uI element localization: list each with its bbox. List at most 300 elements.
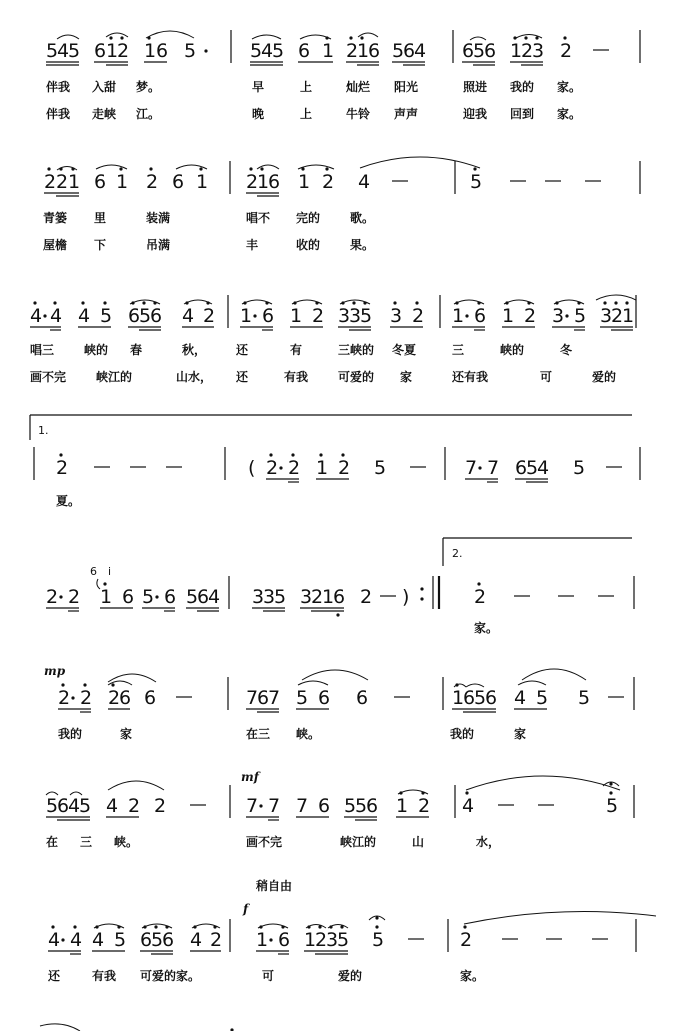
note: 5	[296, 687, 309, 709]
lyric: 爱的	[338, 969, 363, 983]
lyric: 还有我	[452, 370, 489, 384]
note: 3	[552, 305, 565, 327]
note: 6	[318, 795, 331, 817]
lyric: 早	[252, 80, 265, 94]
note: 5	[184, 40, 197, 62]
lyric: 三峡的	[338, 343, 375, 357]
note: 5	[374, 457, 387, 479]
dynamic-mf: mf	[241, 770, 259, 784]
slur	[108, 781, 164, 790]
note: 2	[460, 929, 473, 951]
slur	[252, 35, 281, 39]
lyric: 有我	[284, 370, 309, 384]
note: 5	[114, 929, 127, 951]
slur	[466, 776, 620, 790]
octave-dot	[349, 36, 352, 39]
note: 1	[322, 40, 335, 62]
note: 6	[164, 586, 177, 608]
slur	[40, 1024, 80, 1031]
note: 6	[278, 929, 291, 951]
lyric: 山水，	[176, 370, 213, 384]
octave-dot	[149, 167, 152, 170]
octave-dot	[341, 453, 344, 456]
lyric: 可	[262, 969, 275, 983]
note: 2	[58, 687, 71, 709]
octave-dot	[352, 301, 355, 304]
note: 2	[412, 305, 425, 327]
note: 3	[338, 305, 351, 327]
note: 1	[240, 305, 253, 327]
note: 5	[142, 586, 155, 608]
note: 4	[358, 171, 371, 193]
note: 2	[338, 457, 351, 479]
octave-dot	[609, 782, 612, 785]
note: 5	[151, 929, 164, 951]
note: 6	[156, 40, 169, 62]
lyric: 声声	[394, 107, 419, 121]
note: 5	[573, 457, 586, 479]
note: 6	[94, 171, 107, 193]
note: 7	[268, 687, 281, 709]
slur	[518, 681, 546, 685]
note: 2	[311, 586, 324, 608]
note: 4	[92, 929, 105, 951]
lyric: 秋，	[182, 343, 207, 357]
note: 2	[322, 171, 335, 193]
lyric: 回到	[510, 107, 535, 121]
note: 2	[315, 929, 328, 951]
lyric: 冬	[560, 343, 573, 357]
note: 5	[372, 929, 385, 951]
octave-dot	[393, 301, 396, 304]
note: 6	[150, 305, 163, 327]
lyric: 丰	[246, 238, 259, 252]
lyric-end-v2: 家。	[474, 621, 499, 635]
lyric: 屋檐	[43, 238, 68, 252]
note: 6	[128, 305, 141, 327]
lyric: 水，	[476, 835, 501, 849]
lyric: 伴我	[46, 107, 71, 121]
note: 2	[108, 687, 121, 709]
slur	[108, 674, 156, 682]
note: 3	[263, 586, 276, 608]
lyric: 完的	[296, 211, 321, 225]
note: 2	[80, 687, 93, 709]
note: 7	[268, 795, 281, 817]
note: 1	[316, 457, 329, 479]
lyric: 江。	[136, 107, 161, 121]
note: 6	[318, 687, 331, 709]
note: 3	[532, 40, 545, 62]
note: 1	[106, 40, 119, 62]
note: 5	[46, 40, 59, 62]
note: 5	[360, 305, 373, 327]
octave-dot	[279, 466, 282, 469]
octave-dot	[375, 916, 378, 919]
volta-1-label: 1.	[38, 424, 49, 437]
note: 7	[296, 795, 309, 817]
note: 1	[290, 305, 303, 327]
lyric: 唱不	[246, 211, 271, 225]
note: 4	[48, 929, 61, 951]
note: 6	[366, 795, 379, 817]
note: 5	[186, 586, 199, 608]
note: 2	[56, 457, 69, 479]
octave-dot	[103, 582, 106, 585]
octave-dot	[249, 167, 252, 170]
note: 4	[68, 795, 81, 817]
octave-dot	[360, 36, 363, 39]
lyric: 爱的	[592, 370, 617, 384]
note: 6	[172, 171, 185, 193]
octave-dot	[319, 453, 322, 456]
lyric: 走峡	[92, 107, 117, 121]
octave-dot	[415, 301, 418, 304]
note: 5	[574, 305, 587, 327]
lyric: 峡江的	[340, 835, 377, 849]
octave-dot	[259, 804, 262, 807]
lyric: 上	[300, 107, 313, 121]
octave-dot	[71, 696, 74, 699]
octave-dot	[524, 36, 527, 39]
note: 4	[57, 40, 70, 62]
note: 2	[346, 40, 359, 62]
note: 5	[337, 929, 350, 951]
lyric: 装满	[146, 211, 171, 225]
note: 7	[246, 687, 259, 709]
octave-dot	[83, 683, 86, 686]
lyric: 牛铃	[346, 107, 371, 121]
note: 6	[463, 687, 476, 709]
note: 1	[116, 171, 129, 193]
octave-dot	[465, 791, 468, 794]
lyric: 还	[236, 370, 249, 384]
note: 1	[452, 687, 465, 709]
lyric: 还	[48, 969, 61, 983]
lyric: 我的	[58, 727, 83, 741]
note: 2	[128, 795, 141, 817]
lyric: 峡。	[114, 835, 139, 849]
octave-dot	[59, 453, 62, 456]
octave-dot	[53, 301, 56, 304]
note: 6	[144, 687, 157, 709]
octave-dot	[420, 587, 423, 590]
slur	[106, 33, 128, 37]
note: 6	[484, 40, 497, 62]
note: 5	[139, 305, 152, 327]
lyric: 照进	[463, 80, 488, 94]
slur	[464, 912, 656, 925]
lyric: 还	[236, 343, 249, 357]
octave-dot	[33, 301, 36, 304]
note: 2	[524, 305, 537, 327]
note: 5	[274, 586, 287, 608]
note: 6	[368, 40, 381, 62]
note: (	[248, 457, 256, 479]
note: 4	[462, 795, 475, 817]
tempo-text: 稍自由	[256, 879, 293, 893]
octave-dot	[109, 36, 112, 39]
octave-dot	[478, 466, 481, 469]
note: 4	[70, 929, 83, 951]
lyric: 吊满	[146, 238, 171, 252]
note: 3	[326, 929, 339, 951]
note: 1	[322, 586, 335, 608]
note: 6	[94, 40, 107, 62]
note: 5	[46, 795, 59, 817]
lyric: 峡的	[500, 343, 525, 357]
note: 2	[474, 586, 487, 608]
lyric: 在三	[246, 727, 271, 741]
note: 2	[418, 795, 431, 817]
octave-dot	[473, 167, 476, 170]
octave-dot	[477, 582, 480, 585]
lyric: 阳光	[394, 80, 419, 94]
note: 2	[68, 586, 81, 608]
note: 6	[356, 687, 369, 709]
note: 2	[312, 305, 325, 327]
lyric: 晚	[252, 107, 265, 121]
octave-dot	[614, 301, 617, 304]
lyric: 迎我	[463, 107, 488, 121]
octave-dot	[103, 301, 106, 304]
note: 2	[44, 171, 57, 193]
note: 4	[106, 795, 119, 817]
lyric: 家	[514, 727, 527, 741]
slur	[522, 669, 586, 680]
note: 1	[196, 171, 209, 193]
note: 7	[487, 457, 500, 479]
lyric: 可	[540, 370, 553, 384]
lyric: 三	[80, 835, 93, 849]
note: 6	[333, 586, 346, 608]
octave-dot	[111, 683, 114, 686]
note: 5	[536, 687, 549, 709]
lyric: 三	[452, 343, 465, 357]
lyric: 有	[290, 343, 303, 357]
lyric: 收的	[296, 238, 321, 252]
octave-dot	[260, 167, 263, 170]
note: 1	[257, 171, 270, 193]
note: 2	[203, 305, 216, 327]
slur	[298, 681, 328, 685]
lyric: 有我	[92, 969, 117, 983]
octave-dot	[204, 49, 207, 52]
note: 4	[190, 929, 203, 951]
note: 3	[349, 305, 362, 327]
slur	[358, 33, 378, 37]
lyric: 冬夏	[392, 343, 417, 357]
lyric: 家。	[557, 80, 582, 94]
octave-dot	[603, 301, 606, 304]
slur	[146, 31, 194, 38]
note: 2	[246, 171, 259, 193]
note: 2	[117, 40, 130, 62]
lyric: 画不完	[246, 835, 283, 849]
note: 4	[30, 305, 43, 327]
slur	[302, 670, 368, 680]
octave-dot	[336, 613, 339, 616]
note: 6	[262, 305, 275, 327]
note: 1	[304, 929, 317, 951]
note: 4	[261, 40, 274, 62]
dynamic-f: f	[243, 902, 249, 916]
note: 6	[403, 40, 416, 62]
note: 2	[360, 586, 373, 608]
note: 5	[250, 40, 263, 62]
octave-dot	[420, 597, 423, 600]
lyric: 歌。	[350, 211, 375, 225]
grace-note: 6	[90, 565, 97, 578]
note: 2	[56, 171, 69, 193]
slur	[360, 157, 480, 168]
note: 5	[526, 457, 539, 479]
note: 6	[474, 305, 487, 327]
lyric: 家	[120, 727, 133, 741]
octave-dot	[375, 925, 378, 928]
slur	[57, 35, 79, 39]
note: 7	[246, 795, 259, 817]
octave-dot	[463, 925, 466, 928]
note: 6	[119, 687, 132, 709]
note: )	[402, 586, 410, 608]
octave-dot	[142, 301, 145, 304]
octave-dot	[155, 595, 158, 598]
note: 1	[622, 305, 635, 327]
note: 5	[474, 687, 487, 709]
note: 3	[600, 305, 613, 327]
note: 7	[465, 457, 478, 479]
note: 2	[521, 40, 534, 62]
octave-dot	[565, 314, 568, 317]
note: 2	[560, 40, 573, 62]
octave-dot	[119, 167, 122, 170]
note: 3	[390, 305, 403, 327]
note: 2	[611, 305, 624, 327]
octave-dot	[291, 453, 294, 456]
note: 4	[182, 305, 195, 327]
note: 1	[144, 40, 157, 62]
lyric: 画不完	[30, 370, 67, 384]
octave-dot	[609, 791, 612, 794]
octave-dot	[253, 314, 256, 317]
lyric: 灿烂	[346, 80, 371, 94]
octave-dot	[51, 925, 54, 928]
lyric: 伴我	[46, 80, 71, 94]
octave-dot	[269, 938, 272, 941]
note: 5	[578, 687, 591, 709]
lyric: 家	[400, 370, 413, 384]
octave-dot	[61, 938, 64, 941]
lyric: 唱三	[30, 343, 55, 357]
octave-dot	[81, 301, 84, 304]
note: 5	[392, 40, 405, 62]
lyric: 可爱的	[338, 370, 375, 384]
note: 1	[100, 586, 113, 608]
note: 6	[122, 586, 135, 608]
octave-dot	[43, 314, 46, 317]
octave-dot	[47, 167, 50, 170]
lyric: 果。	[350, 238, 375, 252]
lyric: 里	[94, 211, 107, 225]
octave-dot	[535, 36, 538, 39]
note: 5	[355, 795, 368, 817]
lyric: 在	[46, 835, 59, 849]
note: 5	[79, 795, 92, 817]
note: 3	[300, 586, 313, 608]
slur	[596, 295, 636, 300]
lyric: 下	[94, 238, 107, 252]
note: 5	[100, 305, 113, 327]
note: 6	[57, 795, 70, 817]
note: 5	[272, 40, 285, 62]
octave-dot	[59, 595, 62, 598]
note: 5	[470, 171, 483, 193]
note: 1	[298, 171, 311, 193]
grace-note: i	[108, 565, 112, 578]
octave-dot	[154, 925, 157, 928]
octave-dot	[325, 167, 328, 170]
lyric: 青篓	[43, 211, 68, 225]
note: 5	[473, 40, 486, 62]
note: 2	[146, 171, 159, 193]
octave-dot	[465, 314, 468, 317]
dynamic-mp: mp	[44, 664, 66, 678]
note: 1	[452, 305, 465, 327]
note: 4	[514, 687, 527, 709]
note: 1	[510, 40, 523, 62]
octave-dot	[625, 301, 628, 304]
octave-dot	[199, 167, 202, 170]
lyric: 梦。	[136, 80, 161, 94]
note: 4	[50, 305, 63, 327]
note: 6	[268, 171, 281, 193]
lyric: 春	[130, 343, 143, 357]
note: 2	[210, 929, 223, 951]
note: 1	[68, 171, 81, 193]
octave-dot	[61, 683, 64, 686]
note: 2	[288, 457, 301, 479]
lyric: 家。	[460, 969, 485, 983]
note: 2	[46, 586, 59, 608]
lyric: 入甜	[92, 80, 117, 94]
lyric: 山	[412, 835, 425, 849]
lyric: 峡江的	[96, 370, 133, 384]
lyric: 可爱的家。	[140, 969, 201, 983]
octave-dot	[563, 36, 566, 39]
lyric-end-v1: 夏。	[56, 494, 81, 508]
note: 4	[537, 457, 550, 479]
note: 5	[344, 795, 357, 817]
note: 5	[68, 40, 81, 62]
note: 6	[462, 40, 475, 62]
lyric: 峡。	[296, 727, 321, 741]
octave-dot	[73, 925, 76, 928]
note: 6	[197, 586, 210, 608]
note: 3	[252, 586, 265, 608]
note: 6	[140, 929, 153, 951]
note: 6	[485, 687, 498, 709]
note: 6	[257, 687, 270, 709]
note: 4	[414, 40, 427, 62]
note: 2	[154, 795, 167, 817]
volta-2-label: 2.	[452, 547, 463, 560]
note: 1	[502, 305, 515, 327]
lyric: 家。	[557, 107, 582, 121]
note: 1	[357, 40, 370, 62]
note: 1	[256, 929, 269, 951]
lyric: 上	[300, 80, 313, 94]
